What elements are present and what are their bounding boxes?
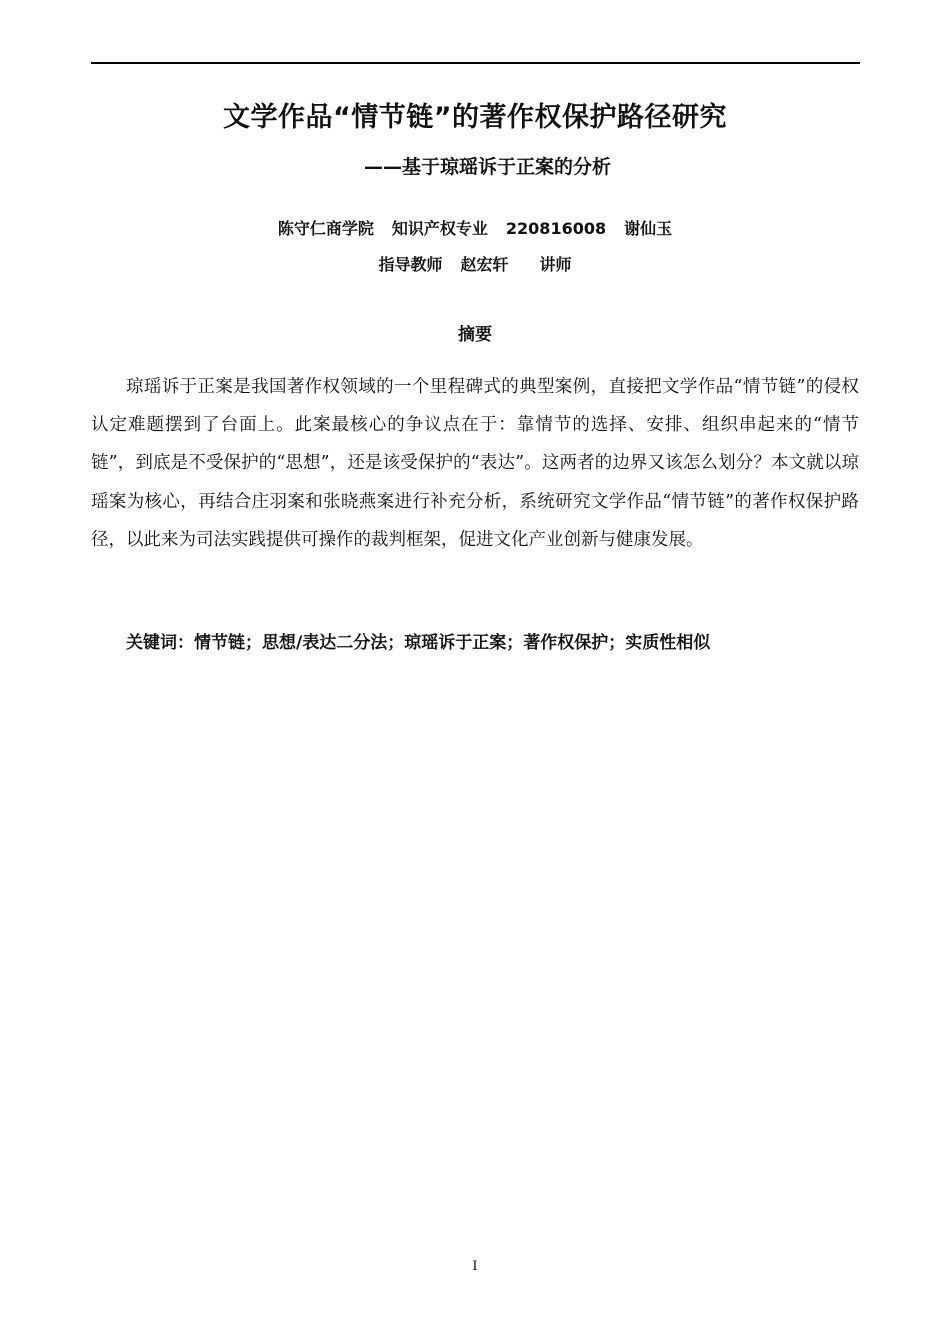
advisor-info [0,252,950,278]
abstract-heading: 摘要 [458,325,492,345]
advisor-name: 赵宏轩 [460,255,509,274]
page-number: I [472,1259,478,1274]
keywords-line: 关键词：情节链；思想/表达二分法；琼瑶诉于正案；著作权保护；实质性相似 [126,633,711,653]
author-major: 知识产权专业 [391,219,488,238]
author-name: 谢仙玉 [624,219,673,238]
advisor-rank: 讲师 [539,255,572,274]
abstract-body: 琼瑶诉于正案是我国著作权领域的一个里程碑式的典型案例，直接把文学作品“情节链”的侵权认定难题摆到了台面上。此案最核心的争议点在于：靠情节的选择、安排、组织串起来的“情节链”，到底是不受保护的“思想”，还是该受保护的“表达”。这两者的边界又该怎么划分？本文就以琼瑶案为核心，再结合庄羽案和张晓燕案进行补充分析，系统研究文学作品“情节链”的著作权保护路径，以此来为司法实践提供可操作的裁判框架，促进文化产业创新与健康发展。 [91,377,859,550]
header-rule [91,62,860,64]
author-college: 陈守仁商学院 [277,219,374,238]
paper-title: 文学作品“情节链”的著作权保护路径研究 [223,102,727,133]
author-student-id: 220816008 [505,219,607,238]
paper-subtitle: ——基于琼瑶诉于正案的分析 [364,156,612,178]
advisor-label: 指导教师 [378,255,443,274]
author-info [0,216,950,242]
